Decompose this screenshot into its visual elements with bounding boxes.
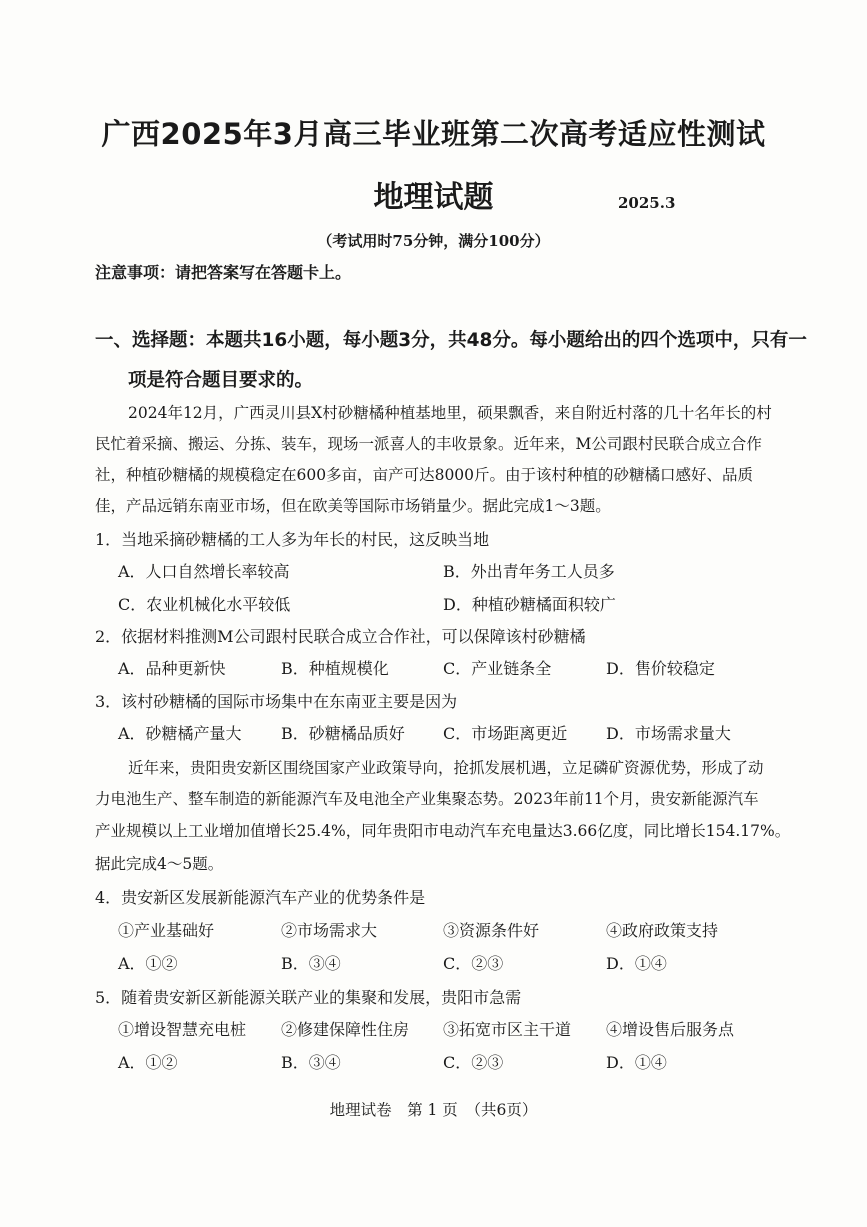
passage1-line: 社，种植砂糖橘的规模稳定在600多亩，亩产可达8000斤。由于该村种植的砂糖橘口感好、品质 bbox=[95, 466, 754, 484]
q1-option-b: B．外出青年务工人员多 bbox=[443, 562, 615, 581]
passage2-line: 据此完成4～5题。 bbox=[95, 855, 224, 873]
q2-option-b: B．种植规模化 bbox=[281, 659, 389, 678]
question-5-stem: 5．随着贵安新区新能源关联产业的集聚和发展，贵阳市急需 bbox=[95, 988, 522, 1007]
page-footer: 地理试卷 第 1 页 （共6页） bbox=[329, 1101, 538, 1119]
q2-option-c: C．产业链条全 bbox=[443, 659, 552, 678]
q5-option-d: D．①④ bbox=[606, 1053, 667, 1072]
q4-item-3: ③资源条件好 bbox=[443, 921, 540, 940]
q5-option-c: C．②③ bbox=[443, 1053, 504, 1072]
q4-option-b: B．③④ bbox=[281, 954, 341, 973]
q3-option-d: D．市场需求量大 bbox=[606, 724, 731, 743]
q4-option-a: A．①② bbox=[118, 954, 178, 973]
question-2-stem: 2．依据材料推测M公司跟村民联合成立合作社，可以保障该村砂糖橘 bbox=[95, 627, 586, 646]
passage2-line: 力电池生产、整车制造的新能源汽车及电池全产业集聚态势。2023年前11个月，贵安新能源汽车 bbox=[95, 790, 759, 808]
q1-option-c: C．农业机械化水平较低 bbox=[118, 595, 291, 614]
q4-item-4: ④政府政策支持 bbox=[606, 921, 719, 940]
q2-option-d: D．售价较稳定 bbox=[606, 659, 715, 678]
q5-item-3: ③拓宽市区主干道 bbox=[443, 1020, 572, 1039]
q3-option-a: A．砂糖橘产量大 bbox=[118, 724, 242, 743]
q2-option-a: A．品种更新快 bbox=[118, 659, 226, 678]
q5-option-a: A．①② bbox=[118, 1053, 178, 1072]
q5-option-b: B．③④ bbox=[281, 1053, 341, 1072]
section-heading-line1: 一、选择题：本题共16小题，每小题3分，共48分。每小题给出的四个选项中，只有一 bbox=[95, 330, 807, 351]
exam-date: 2025.3 bbox=[618, 194, 676, 212]
exam-time-note: （考试用时75分钟，满分100分） bbox=[317, 232, 550, 250]
passage2-line: 产业规模以上工业增加值增长25.4%，同年贵阳市电动汽车充电量达3.66亿度，同比增长154.17%。 bbox=[95, 822, 791, 840]
exam-title: 广西2025年3月高三毕业班第二次高考适应性测试 bbox=[101, 117, 766, 151]
q3-option-b: B．砂糖橘品质好 bbox=[281, 724, 405, 743]
notice-text: 注意事项：请把答案写在答题卡上。 bbox=[95, 263, 352, 282]
q5-item-2: ②修建保障性住房 bbox=[281, 1020, 410, 1039]
section-heading-line2: 项是符合题目要求的。 bbox=[128, 370, 314, 391]
q5-item-4: ④增设售后服务点 bbox=[606, 1020, 735, 1039]
question-4-stem: 4．贵安新区发展新能源汽车产业的优势条件是 bbox=[95, 888, 426, 907]
subject-title: 地理试题 bbox=[373, 180, 494, 215]
q1-option-d: D．种植砂糖橘面积较广 bbox=[443, 595, 616, 614]
q5-item-1: ①增设智慧充电桩 bbox=[118, 1020, 247, 1039]
q4-item-2: ②市场需求大 bbox=[281, 921, 378, 940]
q4-option-d: D．①④ bbox=[606, 954, 667, 973]
question-3-stem: 3．该村砂糖橘的国际市场集中在东南亚主要是因为 bbox=[95, 692, 458, 711]
q4-item-1: ①产业基础好 bbox=[118, 921, 215, 940]
q1-option-a: A．人口自然增长率较高 bbox=[118, 562, 290, 581]
passage1-line: 民忙着采摘、搬运、分拣、装车，现场一派喜人的丰收景象。近年来，M公司跟村民联合成立合作 bbox=[95, 435, 762, 453]
passage1-line: 2024年12月，广西灵川县X村砂糖橘种植基地里，硕果飘香，来自附近村落的几十名年长的村 bbox=[128, 404, 772, 422]
passage1-line: 佳，产品远销东南亚市场，但在欧美等国际市场销量少。据此完成1～3题。 bbox=[95, 497, 611, 515]
q4-option-c: C．②③ bbox=[443, 954, 504, 973]
question-1-stem: 1．当地采摘砂糖橘的工人多为年长的村民，这反映当地 bbox=[95, 530, 490, 549]
passage2-line: 近年来，贵阳贵安新区围绕国家产业政策导向，抢抓发展机遇，立足磷矿资源优势，形成了动 bbox=[128, 759, 764, 777]
q3-option-c: C．市场距离更近 bbox=[443, 724, 568, 743]
